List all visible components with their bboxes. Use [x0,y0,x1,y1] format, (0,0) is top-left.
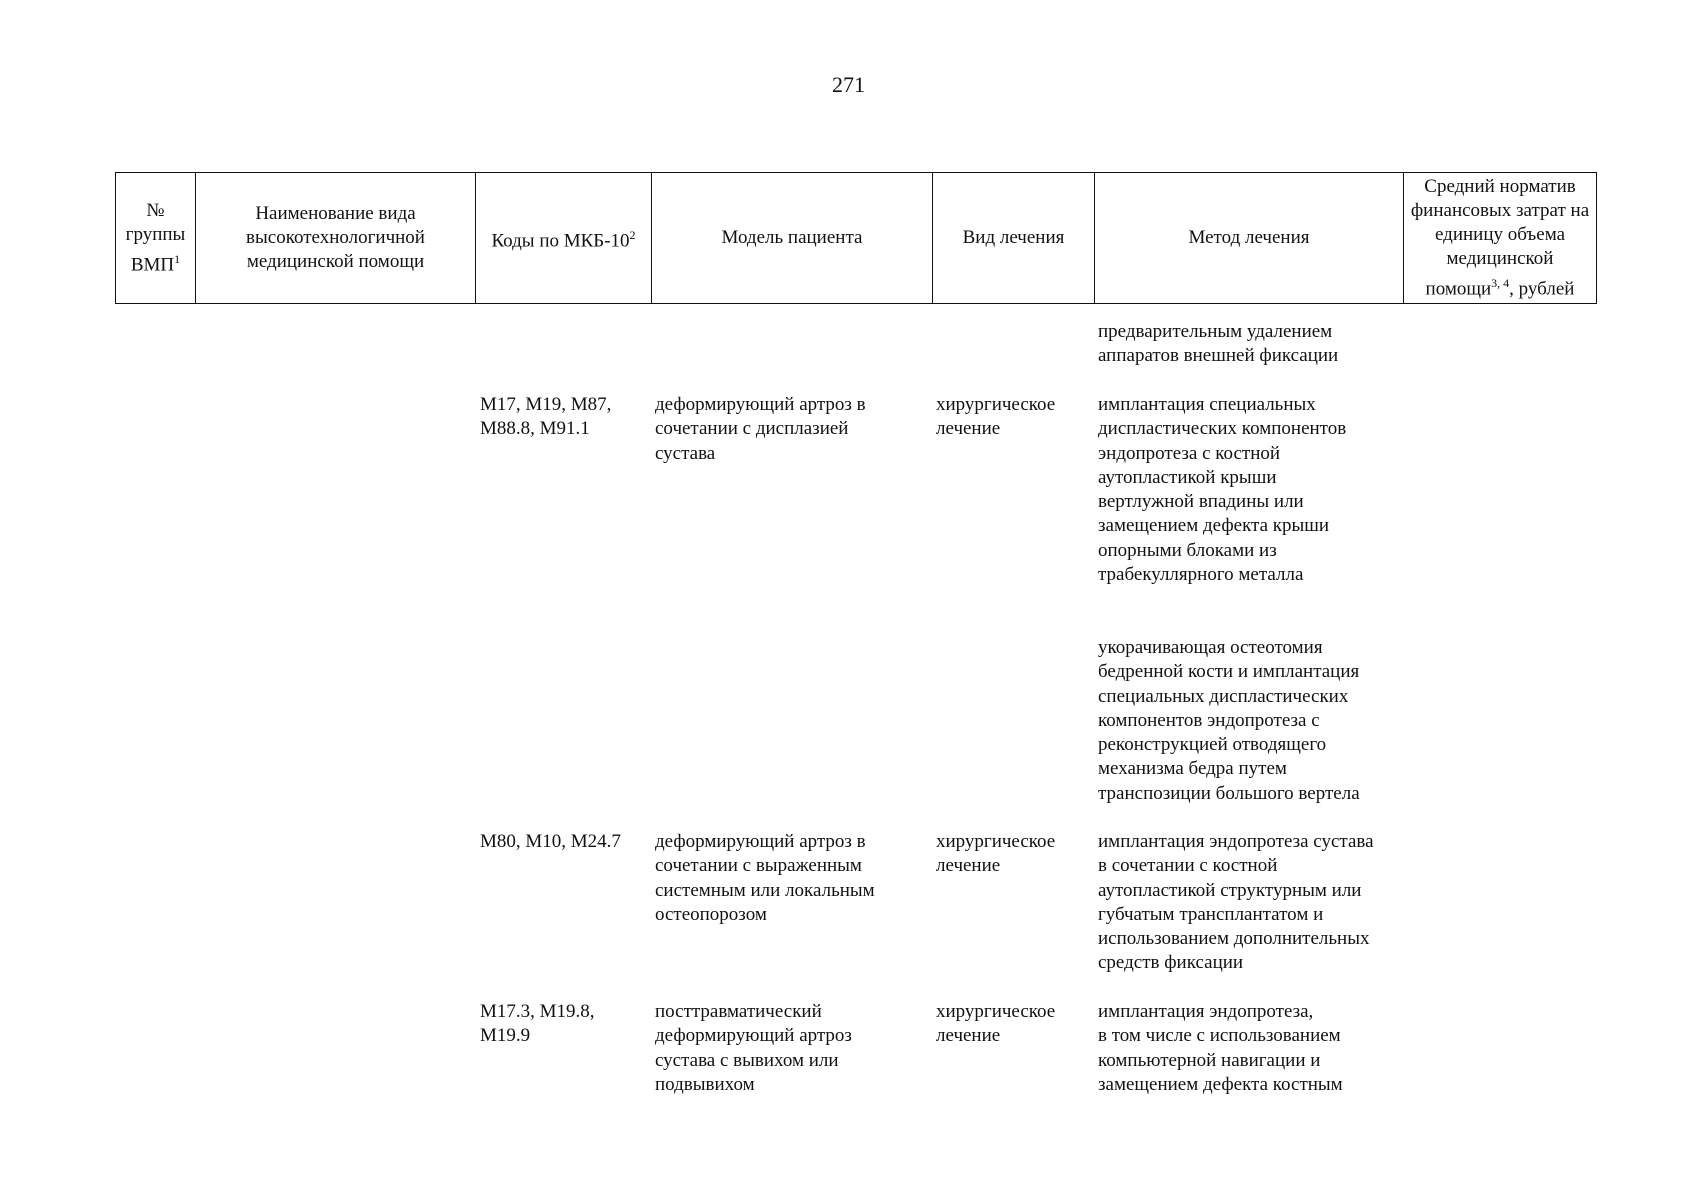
method-cell: имплантация специальных диспластических компонентов эндопротеза с костной аутопластикой крыши вертлужной впадины или замещением дефекта крыши опорными блоками из трабекуллярного металла [1098,394,1347,586]
footnote-ref: 2 [629,228,636,242]
page-number: 271 [832,72,865,97]
header-treatment-method: Метод лечения [1095,173,1404,304]
footnote-ref: 3, 4 [1491,276,1510,290]
header-group-number [116,173,196,304]
icd-code-cell: M17.3, M19.8, M19.9 [480,1001,595,1047]
method-cell: имплантация эндопротеза сустава в сочетании с костной аутопластикой структурным или губчатым трансплантатом и использованием дополнительных средств фиксации [1098,831,1374,974]
treatment-type-cell: хирургическое лечение [936,394,1056,440]
icd-code-cell: M17, M19, M87, M88.8, M91.1 [480,394,612,440]
table-header [115,172,1597,304]
method-cell: предварительным удалением аппаратов внешней фиксации [1098,321,1339,367]
footnote-ref: 1 [174,252,181,266]
method-cell: имплантация эндопротеза, в том числе с использованием компьютерной навигации и замещением дефекта костным [1098,1001,1343,1095]
header-cost-norm-label: Средний норматив финансовых затрат на единицу объема медицинской помощи [1410,176,1590,300]
header-icd-codes-label: Коды по МКБ-10 [491,230,630,252]
patient-model-cell: посттравматический деформирующий артроз сустава с вывихом или подвывихом [655,1001,852,1095]
header-cost-norm-unit: , рублей [1509,278,1575,300]
treatment-type-cell: хирургическое лечение [936,831,1056,877]
header-treatment-type: Вид лечения [933,173,1095,304]
header-cost-norm [1404,173,1597,304]
icd-code-cell: M80, M10, M24.7 [480,831,621,852]
header-patient-model: Модель пациента [652,173,933,304]
header-icd-codes [476,173,652,304]
header-care-type: Наименование вида высокотехнологичной медицинской помощи [196,173,476,304]
treatment-type-cell: хирургическое лечение [936,1001,1056,1047]
method-cell: укорачивающая остеотомия бедренной кости и имплантация специальных диспластических компонентов эндопротеза с реконструкцией отводящего механизма бедра путем транспозиции большого вертела [1098,637,1360,804]
patient-model-cell: деформирующий артроз в сочетании с выраженным системным или локальным остеопорозом [655,831,875,925]
header-group-number-label: № группы ВМП [125,200,186,276]
patient-model-cell: деформирующий артроз в сочетании с дисплазией сустава [655,394,866,464]
